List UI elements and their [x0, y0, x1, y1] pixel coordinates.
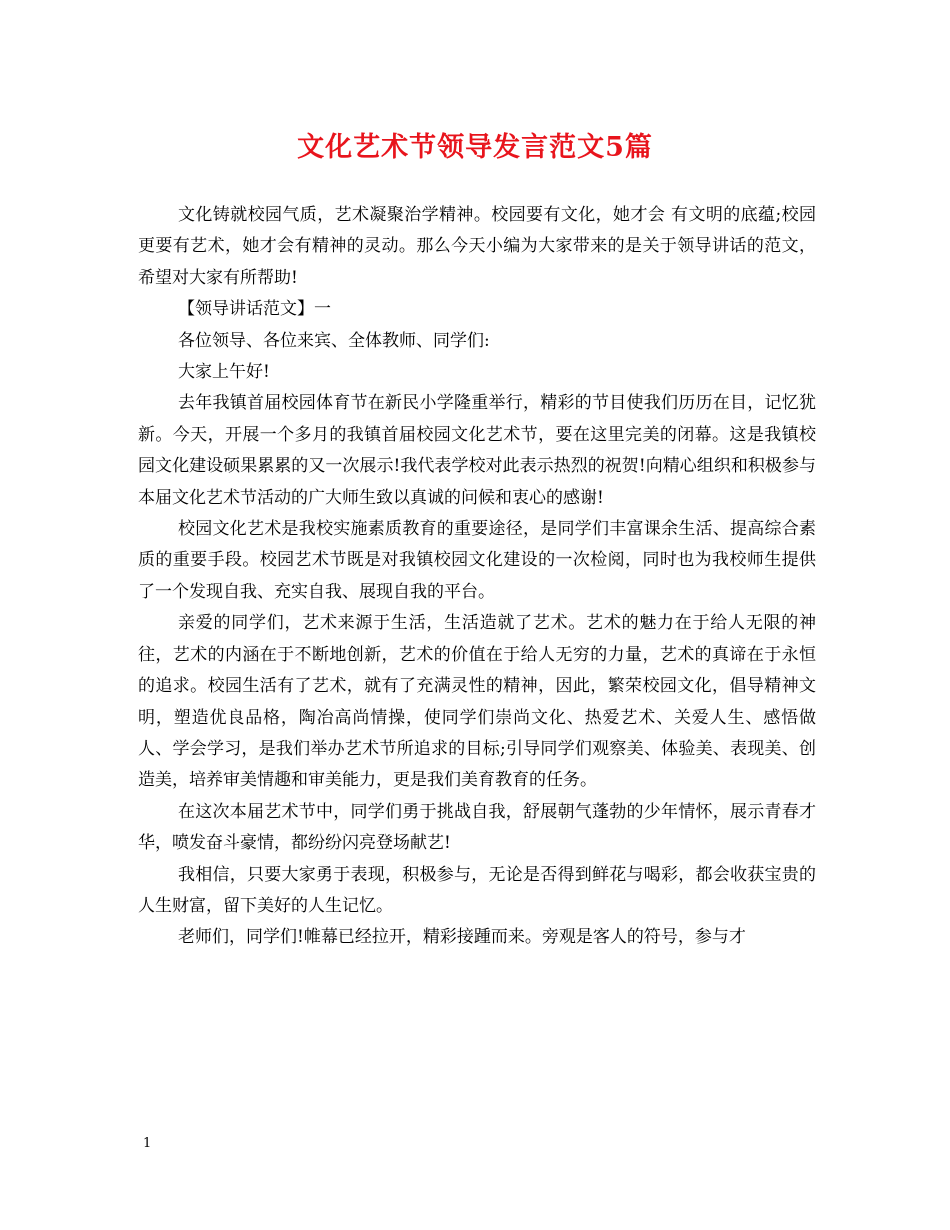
- paragraph: 去年我镇首届校园体育节在新民小学隆重举行，精彩的节目使我们历历在目，记忆犹新。今天，开展一个多月的我镇首届校园文化艺术节，要在这里完美的闭幕。这是我镇校园文化建设硕果累累的又一次展示!我代表学校对此表示热烈的祝贺!向精心组织和积极参与本届文化艺术节活动的广大师生致以真诚的问候和衷心的感谢!: [138, 393, 816, 508]
- greeting: 大家上午好!: [178, 362, 270, 383]
- paragraph: 我相信，只要大家勇于表现，积极参与，无论是否得到鲜花与喝彩，都会收获宝贵的人生财富，留下美好的人生记忆。: [138, 864, 816, 916]
- paragraph: 老师们，同学们!帷幕已经拉开，精彩接踵而来。旁观是客人的符号，参与才: [178, 927, 746, 948]
- paragraph-intro: 文化铸就校园气质，艺术凝聚治学精神。校园要有文化，她才会 有文明的底蕴;校园更要有艺术，她才会有精神的灵动。那么今天小编为大家带来的是关于领导讲话的范文，希望对大家有所帮助!: [138, 205, 816, 288]
- salutation: 各位领导、各位来宾、全体教师、同学们:: [178, 330, 490, 351]
- document-body: [138, 200, 816, 954]
- paragraph: 在这次本届艺术节中，同学们勇于挑战自我，舒展朝气蓬勃的少年情怀，展示青春才华，喷发奋斗豪情，都纷纷闪亮登场献艺!: [138, 801, 816, 854]
- paragraph: 亲爱的同学们，艺术来源于生活，生活造就了艺术。艺术的魅力在于给人无限的神往，艺术的内涵在于不断地创新，艺术的价值在于给人无穷的力量，艺术的真谛在于永恒的追求。校园生活有了艺术，就有了充满灵性的精神，因此，繁荣校园文化，倡导精神文明，塑造优良品格，陶冶高尚情操，使同学们崇尚文化、热爱艺术、关爱人生、感悟做人、学会学习，是我们举办艺术节所追求的目标;引导同学们观察美、体验美、表现美、创造美，培养审美情趣和审美能力，更是我们美育教育的任务。: [138, 613, 816, 791]
- paragraph: 校园文化艺术是我校实施素质教育的重要途径，是同学们丰富课余生活、提高综合素质的重要手段。校园艺术节既是对我镇校园文化建设的一次检阅，同时也为我校师生提供了一个发现自我、充实自我、展现自我的平台。: [138, 519, 816, 602]
- document-title: 文化艺术节领导发言范文5篇: [297, 132, 653, 163]
- section-heading: 【领导讲话范文】一: [178, 299, 331, 320]
- page-number: 1: [143, 1136, 152, 1151]
